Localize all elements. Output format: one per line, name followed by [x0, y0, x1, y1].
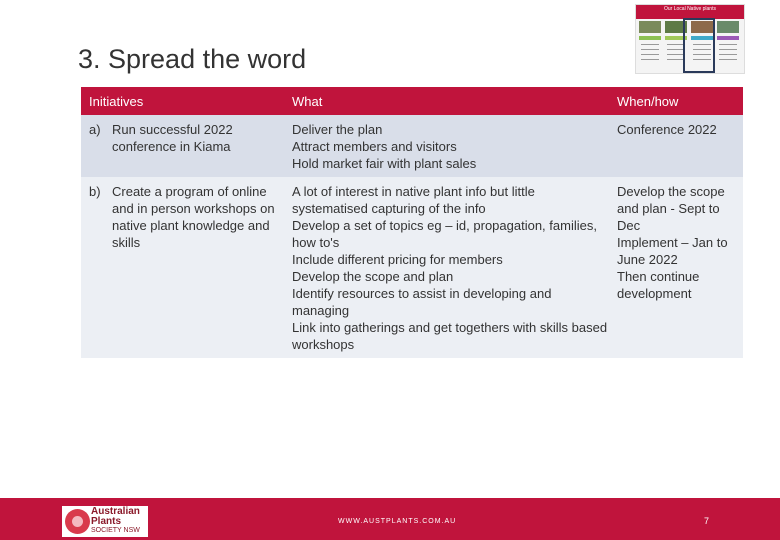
initiatives-table [81, 87, 743, 358]
when-line: Implement – Jan to June 2022 [617, 235, 728, 267]
page-number: 7 [704, 516, 710, 526]
thumbnail-header [636, 5, 744, 19]
what-line: Hold market fair with plant sales [292, 156, 477, 171]
thumbnail-text-line [641, 59, 659, 60]
thumbnail-photo [717, 21, 739, 33]
what-cell [284, 115, 609, 177]
slide-title: 3. Spread the word [78, 44, 307, 74]
thumbnail-text-line [641, 44, 659, 45]
table-row [81, 115, 743, 177]
thumbnail-column-head [717, 36, 739, 40]
logo-text-line-1: Australian [91, 506, 140, 517]
thumbnail-text-line [719, 44, 737, 45]
what-line: Deliver the plan [292, 122, 383, 137]
when-line: Then continue development [617, 269, 700, 301]
waratah-icon [65, 509, 90, 534]
header-what: What [284, 87, 609, 115]
thumbnail-text-line [719, 49, 737, 50]
initiative-cell [81, 177, 284, 358]
initiative-item [89, 183, 283, 251]
what-line: Develop the scope and plan [292, 269, 454, 284]
when-line: Develop the scope and plan - Sept to Dec [617, 184, 725, 233]
what-line: Identify resources to assist in developing and managing [292, 286, 552, 318]
thumbnail-column [639, 36, 661, 70]
initiative-text: Run successful 2022 conference in Kiama [112, 122, 233, 154]
what-cell [284, 177, 609, 358]
logo-text-line-2: Plants [91, 516, 122, 527]
what-line: Develop a set of topics eg – id, propagation, families, how to's [292, 218, 597, 250]
initiative-letter: a) [89, 122, 101, 137]
table-row [81, 177, 743, 358]
when-line: Conference 2022 [617, 122, 717, 137]
thumbnail-text-line [719, 59, 737, 60]
thumbnail-highlight-box [683, 18, 715, 73]
initiative-letter: b) [89, 184, 101, 199]
footer-website-link[interactable]: WWW.AUSTPLANTS.COM.AU [338, 518, 457, 525]
what-line: A lot of interest in native plant info but little systematised capturing of the info [292, 184, 535, 216]
thumbnail-text-line [719, 54, 737, 55]
initiative-cell [81, 115, 284, 177]
what-line: Include different pricing for members [292, 252, 503, 267]
initiative-text: Create a program of online and in person workshops on native plant knowledge and skills [112, 184, 275, 250]
thumbnail-column-head [639, 36, 661, 40]
thumbnail-text-line [641, 49, 659, 50]
header-when-how: When/how [609, 87, 743, 115]
thumbnail-photo [639, 21, 661, 33]
when-cell [609, 115, 743, 177]
table-header-row [81, 87, 743, 115]
thumbnail-header-text: Our Local Native plants [664, 6, 716, 12]
thumbnail-column [717, 36, 739, 70]
what-line: Link into gatherings and get togethers with skills based workshops [292, 320, 608, 352]
waratah-icon-center [72, 516, 83, 527]
header-initiatives: Initiatives [81, 87, 284, 115]
logo-text-line-3: SOCIETY NSW [91, 527, 140, 534]
when-cell [609, 177, 743, 358]
initiative-item [89, 121, 283, 155]
thumbnail-text-line [641, 54, 659, 55]
what-line: Attract members and visitors [292, 139, 457, 154]
society-logo [62, 506, 148, 537]
